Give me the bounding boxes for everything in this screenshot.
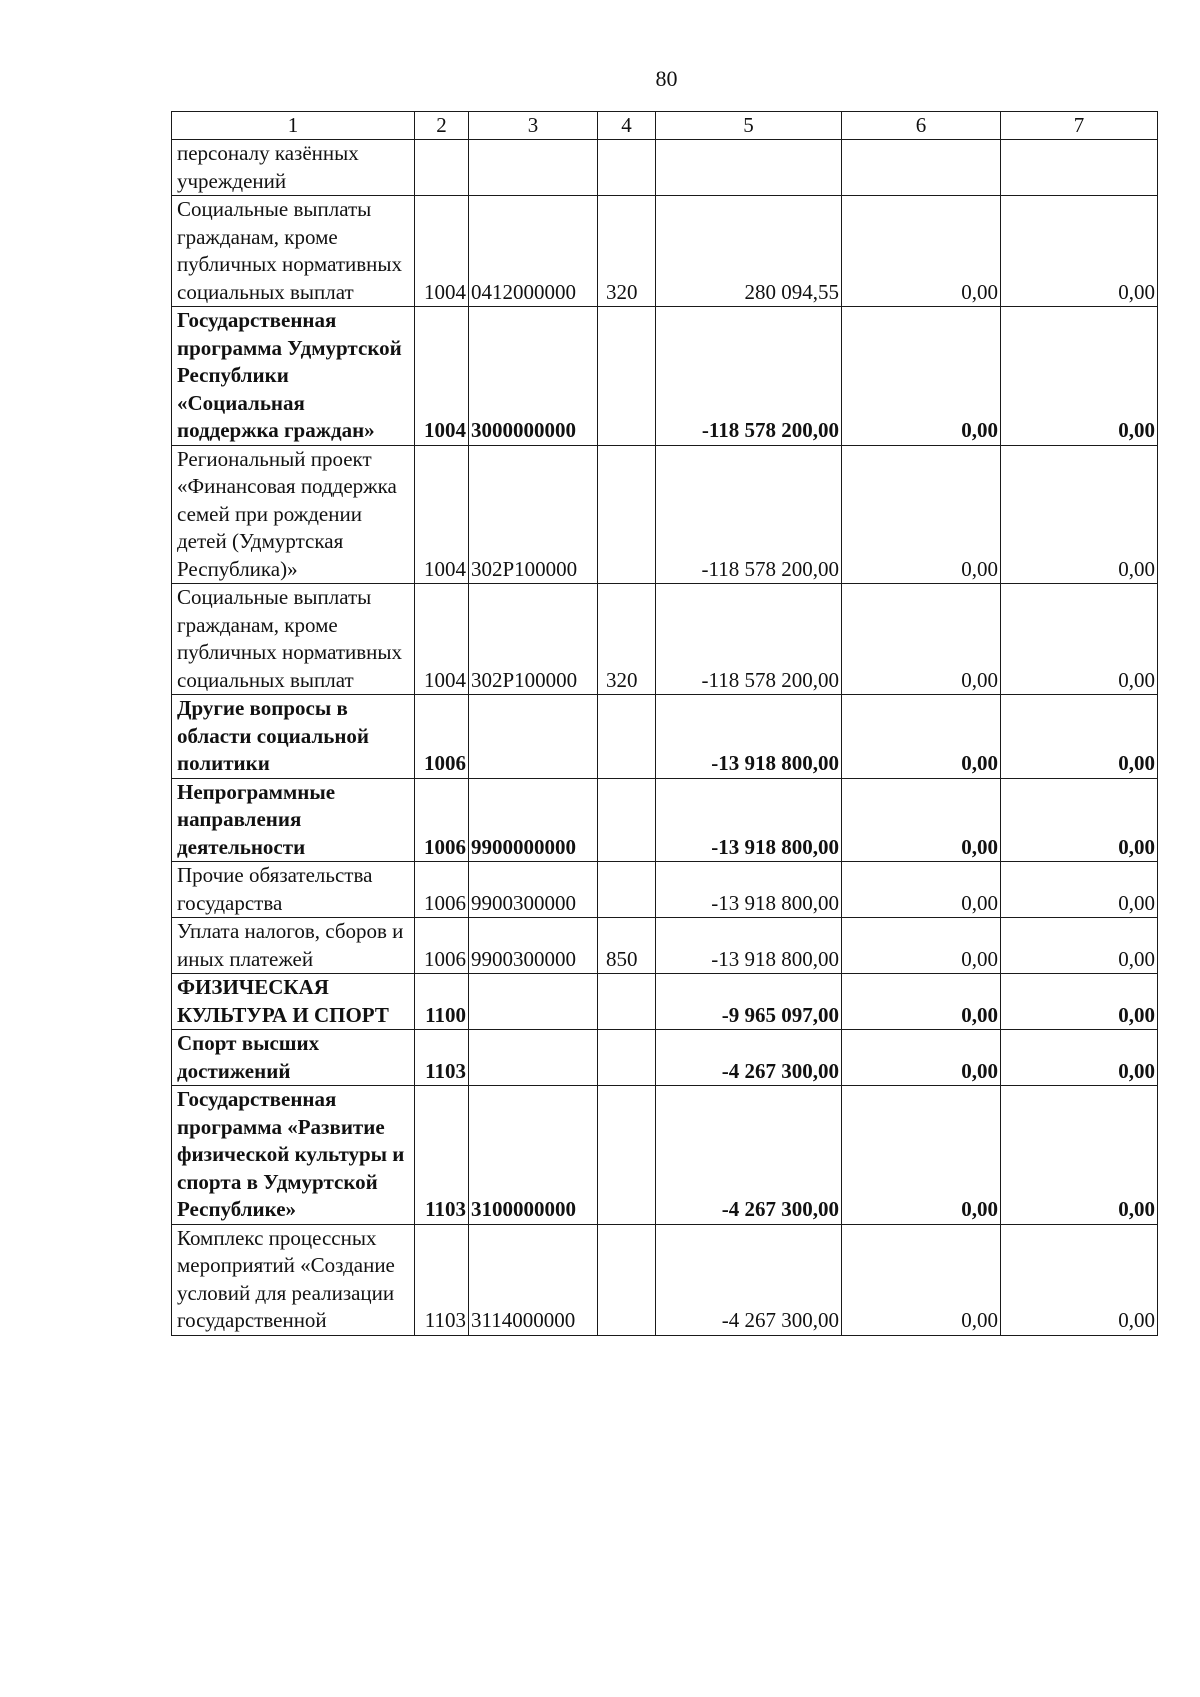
section-code-cell: 1006 bbox=[415, 695, 469, 779]
table-row bbox=[172, 778, 1158, 862]
target-article-cell: 302P100000 bbox=[469, 445, 598, 584]
amount-cell: 0,00 bbox=[1001, 196, 1158, 307]
section-code-cell: 1006 bbox=[415, 778, 469, 862]
column-header: 6 bbox=[842, 112, 1001, 140]
amount-cell: 0,00 bbox=[1001, 918, 1158, 974]
column-header: 1 bbox=[172, 112, 415, 140]
target-article-cell: 9900000000 bbox=[469, 778, 598, 862]
expense-type-cell bbox=[598, 862, 656, 918]
target-article-cell: 3100000000 bbox=[469, 1086, 598, 1225]
table-row bbox=[172, 1086, 1158, 1225]
column-header: 4 bbox=[598, 112, 656, 140]
amount-cell: 0,00 bbox=[842, 918, 1001, 974]
target-article-cell: 9900300000 bbox=[469, 918, 598, 974]
row-name-cell: Социальные выплаты гражданам, кроме публичных нормативных социальных выплат bbox=[172, 584, 415, 695]
row-name-cell: Государственная программа «Развитие физической культуры и спорта в Удмуртской Республике» bbox=[172, 1086, 415, 1225]
target-article-cell: 3114000000 bbox=[469, 1224, 598, 1335]
amount-cell: -4 267 300,00 bbox=[656, 1030, 842, 1086]
amount-cell bbox=[656, 140, 842, 196]
expense-type-cell bbox=[598, 1030, 656, 1086]
table-row bbox=[172, 584, 1158, 695]
budget-table bbox=[171, 111, 1158, 1336]
table-row bbox=[172, 140, 1158, 196]
column-header: 7 bbox=[1001, 112, 1158, 140]
expense-type-cell: 850 bbox=[598, 918, 656, 974]
table-row bbox=[172, 307, 1158, 446]
target-article-cell bbox=[469, 974, 598, 1030]
target-article-cell: 302P100000 bbox=[469, 584, 598, 695]
expense-type-cell bbox=[598, 1224, 656, 1335]
amount-cell: 0,00 bbox=[1001, 1224, 1158, 1335]
amount-cell: 0,00 bbox=[1001, 307, 1158, 446]
amount-cell: 0,00 bbox=[1001, 584, 1158, 695]
target-article-cell bbox=[469, 1030, 598, 1086]
amount-cell: 0,00 bbox=[1001, 862, 1158, 918]
table-row bbox=[172, 445, 1158, 584]
amount-cell: 0,00 bbox=[842, 307, 1001, 446]
amount-cell: -118 578 200,00 bbox=[656, 445, 842, 584]
row-name-cell: Другие вопросы в области социальной политики bbox=[172, 695, 415, 779]
section-code-cell: 1006 bbox=[415, 862, 469, 918]
page-number: 80 bbox=[655, 66, 678, 91]
target-article-cell: 3000000000 bbox=[469, 307, 598, 446]
amount-cell: 0,00 bbox=[1001, 695, 1158, 779]
target-article-cell bbox=[469, 695, 598, 779]
section-code-cell bbox=[415, 140, 469, 196]
amount-cell: 0,00 bbox=[1001, 974, 1158, 1030]
amount-cell: 0,00 bbox=[842, 584, 1001, 695]
amount-cell: 0,00 bbox=[842, 1086, 1001, 1225]
amount-cell: 0,00 bbox=[842, 778, 1001, 862]
table-row bbox=[172, 918, 1158, 974]
target-article-cell: 0412000000 bbox=[469, 196, 598, 307]
row-name-cell: Прочие обязательства государства bbox=[172, 862, 415, 918]
amount-cell: 0,00 bbox=[842, 196, 1001, 307]
amount-cell: -13 918 800,00 bbox=[656, 862, 842, 918]
expense-type-cell bbox=[598, 778, 656, 862]
expense-type-cell bbox=[598, 1086, 656, 1225]
section-code-cell: 1004 bbox=[415, 196, 469, 307]
amount-cell: 0,00 bbox=[842, 695, 1001, 779]
row-name-cell: Государственная программа Удмуртской Республики «Социальная поддержка граждан» bbox=[172, 307, 415, 446]
table-row bbox=[172, 862, 1158, 918]
amount-cell: -118 578 200,00 bbox=[656, 584, 842, 695]
amount-cell: 0,00 bbox=[842, 1030, 1001, 1086]
section-code-cell: 1103 bbox=[415, 1086, 469, 1225]
amount-cell: -118 578 200,00 bbox=[656, 307, 842, 446]
amount-cell: -4 267 300,00 bbox=[656, 1086, 842, 1225]
amount-cell: -9 965 097,00 bbox=[656, 974, 842, 1030]
amount-cell: 0,00 bbox=[1001, 1030, 1158, 1086]
column-header: 2 bbox=[415, 112, 469, 140]
expense-type-cell bbox=[598, 445, 656, 584]
table-row bbox=[172, 974, 1158, 1030]
amount-cell: 0,00 bbox=[1001, 778, 1158, 862]
amount-cell: 0,00 bbox=[1001, 445, 1158, 584]
amount-cell: -13 918 800,00 bbox=[656, 918, 842, 974]
expense-type-cell bbox=[598, 974, 656, 1030]
section-code-cell: 1103 bbox=[415, 1030, 469, 1086]
amount-cell: 280 094,55 bbox=[656, 196, 842, 307]
amount-cell bbox=[1001, 140, 1158, 196]
amount-cell: 0,00 bbox=[842, 1224, 1001, 1335]
amount-cell: -4 267 300,00 bbox=[656, 1224, 842, 1335]
expense-type-cell: 320 bbox=[598, 196, 656, 307]
expense-type-cell bbox=[598, 695, 656, 779]
amount-cell: 0,00 bbox=[842, 862, 1001, 918]
amount-cell bbox=[842, 140, 1001, 196]
row-name-cell: Комплекс процессных мероприятий «Создание условий для реализации государственной bbox=[172, 1224, 415, 1335]
section-code-cell: 1103 bbox=[415, 1224, 469, 1335]
column-header: 5 bbox=[656, 112, 842, 140]
amount-cell: -13 918 800,00 bbox=[656, 695, 842, 779]
section-code-cell: 1006 bbox=[415, 918, 469, 974]
column-header: 3 bbox=[469, 112, 598, 140]
expense-type-cell: 320 bbox=[598, 584, 656, 695]
amount-cell: 0,00 bbox=[842, 974, 1001, 1030]
expense-type-cell bbox=[598, 307, 656, 446]
row-name-cell: Непрограммные направления деятельности bbox=[172, 778, 415, 862]
section-code-cell: 1100 bbox=[415, 974, 469, 1030]
table-row bbox=[172, 695, 1158, 779]
section-code-cell: 1004 bbox=[415, 584, 469, 695]
target-article-cell: 9900300000 bbox=[469, 862, 598, 918]
target-article-cell bbox=[469, 140, 598, 196]
section-code-cell: 1004 bbox=[415, 445, 469, 584]
table-row bbox=[172, 1224, 1158, 1335]
row-name-cell: Социальные выплаты гражданам, кроме публичных нормативных социальных выплат bbox=[172, 196, 415, 307]
amount-cell: 0,00 bbox=[842, 445, 1001, 584]
row-name-cell: Уплата налогов, сборов и иных платежей bbox=[172, 918, 415, 974]
row-name-cell: ФИЗИЧЕСКАЯ КУЛЬТУРА И СПОРТ bbox=[172, 974, 415, 1030]
row-name-cell: персоналу казённых учреждений bbox=[172, 140, 415, 196]
amount-cell: 0,00 bbox=[1001, 1086, 1158, 1225]
section-code-cell: 1004 bbox=[415, 307, 469, 446]
row-name-cell: Спорт высших достижений bbox=[172, 1030, 415, 1086]
row-name-cell: Региональный проект «Финансовая поддержка семей при рождении детей (Удмуртская Республика)» bbox=[172, 445, 415, 584]
column-number-row bbox=[172, 112, 1158, 140]
table-row bbox=[172, 196, 1158, 307]
amount-cell: -13 918 800,00 bbox=[656, 778, 842, 862]
table-row bbox=[172, 1030, 1158, 1086]
expense-type-cell bbox=[598, 140, 656, 196]
